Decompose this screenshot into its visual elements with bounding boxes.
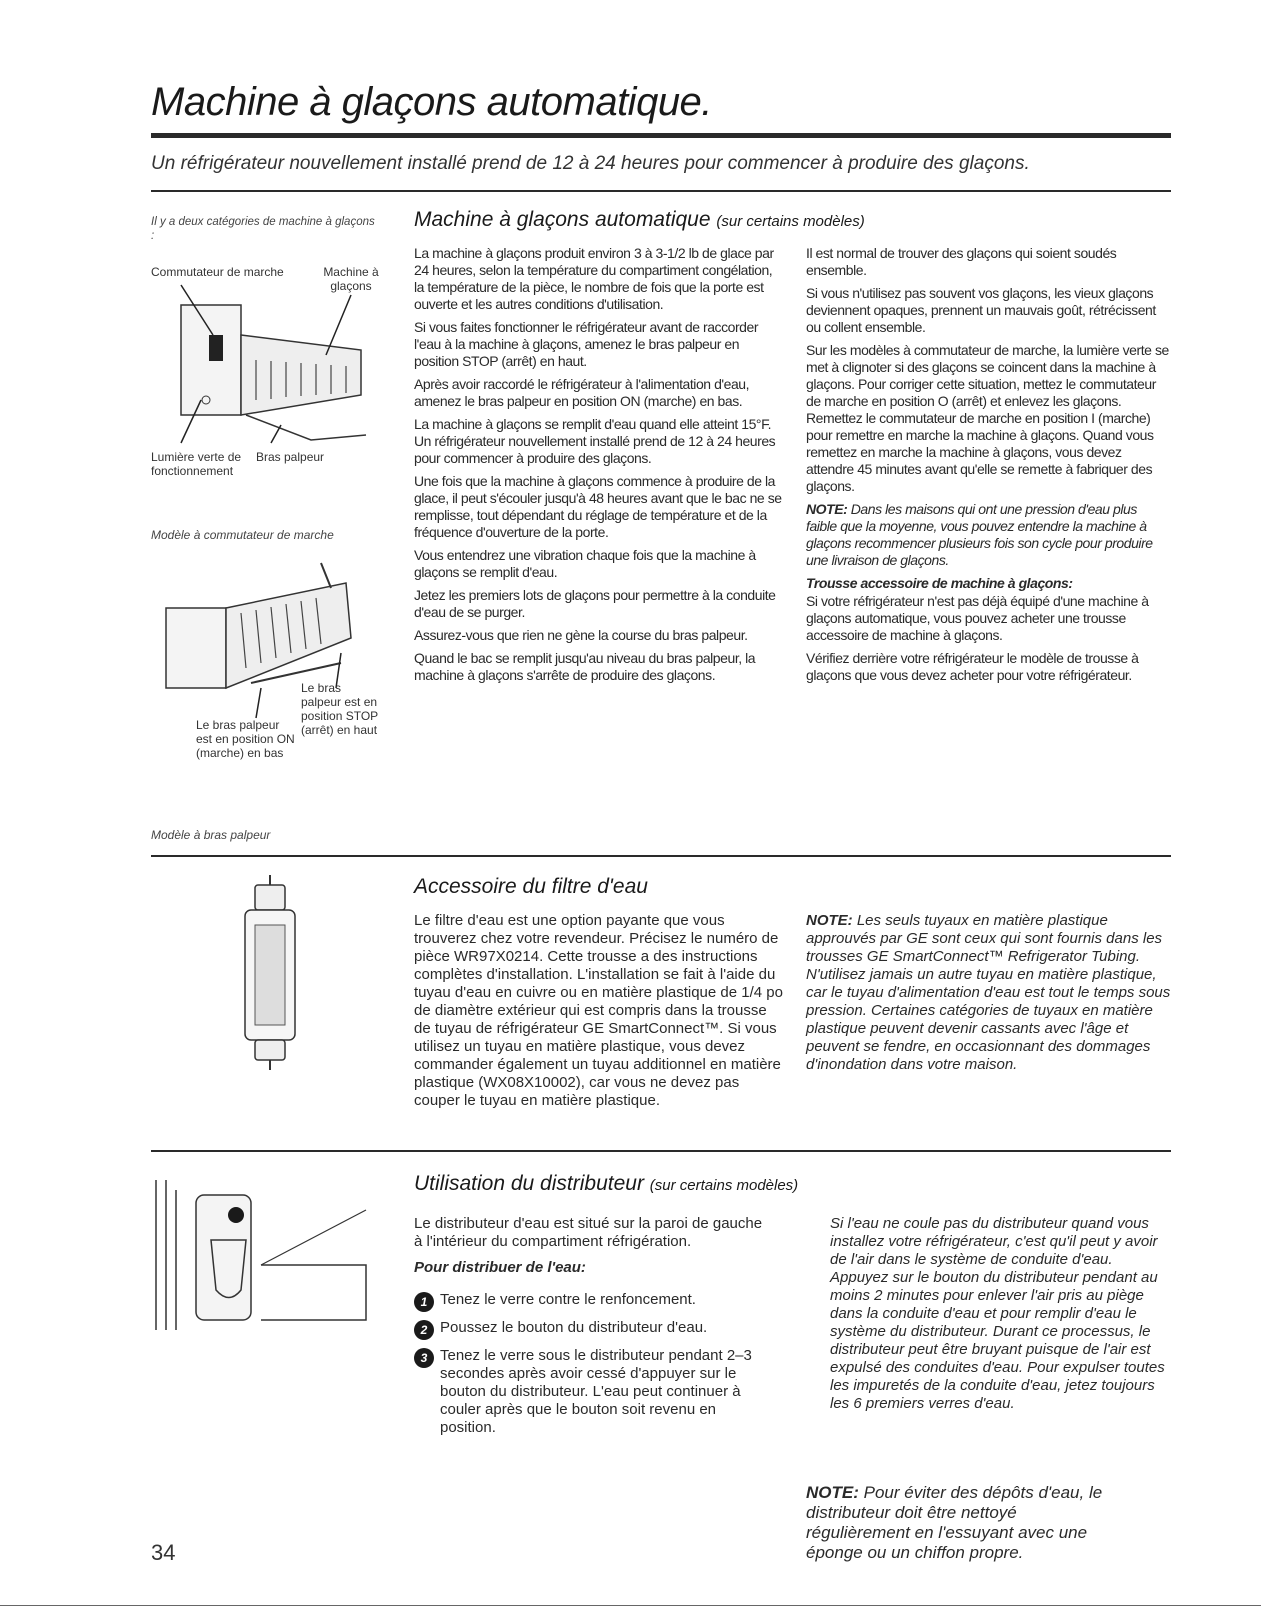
filter-body: Le filtre d'eau est une option payante que vous trouverez chez votre revendeur. Précisez le numéro de pièce WR97X0214. Cette trousse a des instructions complètes d'installation. L'installation se fait à l'aide du tuyau d'eau en cuivre ou en matière plastique de 1/4 po de diamètre extérieur qui est compris dans la trousse de tuyau de réfrigérateur GE SmartConnect™. Si vous utilisez un tuyau en matière plastique, vous devez commander également un tuyau additionnel en matière plastique (WX08X10002), car vous ne devez pas couper le tuyau en matière plastique. [414, 912, 783, 1109]
paragraph: Il est normal de trouver des glaçons qui soient soudés ensemble. [806, 245, 1117, 278]
dispenser-note [806, 1483, 1106, 1563]
note-text: Pour éviter des dépôts d'eau, le distributeur doit être nettoyé régulièrement en l'essuyant avec une éponge ou un chiffon propre. [806, 1483, 1103, 1562]
switch-model-caption: Modèle à commutateur de marche [151, 528, 334, 542]
step-number-icon: 3 [414, 1348, 434, 1368]
dispenser-intro: Le distributeur d'eau est situé sur la paroi de gauche à l'intérieur du compartiment réfrigération. [414, 1215, 763, 1250]
step-text: Tenez le verre contre le renfoncement. [440, 1291, 696, 1308]
note-text: Les seuls tuyaux en matière plastique approuvés par GE sont ceux qui sont fournis dans les trousses GE SmartConnect™ Refrigerator Tubing. N'utilisez jamais un autre tuyau en matière plastique, car le tuyau d'alimentation d'eau est tout le temps sous pression. Certaines catégories de tuyaux en matière plastique peuvent devenir cassants avec l'âge et peuvent se fendre, en occasionnant des dommages d'inondation dans votre maison. [806, 912, 1171, 1073]
paragraph: Si votre réfrigérateur n'est pas déjà équipé d'une machine à glaçons automatique, vous pouvez acheter une trousse accessoire de machine à glaçons. [806, 593, 1149, 643]
dispenser-illustration [151, 1180, 371, 1340]
icemaker-column-2 [806, 245, 1171, 690]
icemaker-column-1 [414, 245, 782, 690]
sidebar-intro: Il y a deux catégories de machine à glaçons : [151, 216, 375, 242]
paragraph: Quand le bac se remplit jusqu'au niveau du bras palpeur, la machine à glaçons s'arrête de produire des glaçons. [414, 650, 756, 683]
label-arm-stop: Le bras palpeur est en position STOP (arrêt) en haut [301, 681, 378, 737]
step-item [414, 1347, 774, 1437]
note-label: NOTE: [806, 1483, 859, 1502]
switch-model-figure [151, 265, 391, 515]
paragraph: Si vous faites fonctionner le réfrigérateur avant de raccorder l'eau à la machine à glaçons, amenez le bras palpeur en position STOP (arrêt) en haut. [414, 319, 759, 369]
dispenser-title-text: Utilisation du distributeur [414, 1172, 644, 1195]
step-item [414, 1291, 774, 1309]
paragraph: Après avoir raccordé le réfrigérateur à l'alimentation d'eau, amenez le bras palpeur en position ON (marche) en bas. [414, 376, 750, 409]
step-text: Tenez le verre sous le distributeur pendant 2–3 secondes après avoir cessé d'appuyer sur le bouton du distributeur. L'eau peut continuer à couler après que le bouton soit revenu en position. [440, 1347, 752, 1436]
section-divider [151, 190, 1171, 192]
section-divider [151, 855, 1171, 857]
label-feeler-arm: Bras palpeur [256, 450, 325, 464]
paragraph: Jetez les premiers lots de glaçons pour permettre à la conduite d'eau de se purger. [414, 587, 776, 620]
note-label: NOTE: [806, 912, 853, 929]
icemaker-title-text: Machine à glaçons automatique [414, 208, 711, 231]
paragraph: Vérifiez derrière votre réfrigérateur le modèle de trousse à glaçons que vous devez acheter pour votre réfrigérateur. [806, 650, 1139, 683]
section-divider [151, 1150, 1171, 1152]
dispenser-title-suffix: (sur certains modèles) [649, 1177, 799, 1194]
label-green-light: Lumière verte de fonctionnement [151, 450, 242, 478]
label-ice-machine: Machine à glaçons [323, 265, 379, 293]
dispenser-steps-title: Pour distribuer de l'eau: [414, 1259, 586, 1276]
dispenser-figure [151, 1180, 371, 1345]
icemaker-note [806, 501, 1171, 569]
icemaker-title-suffix: (sur certains modèles) [716, 213, 865, 230]
step-item [414, 1319, 774, 1337]
page-title: Machine à glaçons automatique. [151, 80, 712, 124]
step-number-icon: 2 [414, 1320, 434, 1340]
page-subtitle: Un réfrigérateur nouvellement installé prend de 12 à 24 heures pour commencer à produire des glaçons. [151, 153, 1030, 174]
page-number: 34 [151, 1540, 176, 1565]
arm-model-caption: Modèle à bras palpeur [151, 828, 271, 842]
title-rule [151, 133, 1171, 138]
filter-section-title: Accessoire du filtre d'eau [414, 875, 648, 898]
step-number-icon: 1 [414, 1292, 434, 1312]
paragraph: La machine à glaçons produit environ 3 à 3-1/2 lb de glace par 24 heures, selon la température du compartiment congélation, la température de la pièce, le nombre de fois que la porte est ouverte et les autres conditions d'utilisation. [414, 245, 774, 312]
icemaker-section-title [414, 208, 865, 232]
kit-title: Trousse accessoire de machine à glaçons: [806, 575, 1073, 591]
paragraph: Assurez-vous que rien ne gène la course du bras palpeur. [414, 627, 748, 643]
dispenser-side-text: Si l'eau ne coule pas du distributeur quand vous installez votre réfrigérateur, c'est qu'il peut y avoir de l'air dans le système de conduite d'eau. Appuyez sur le bouton du distributeur pendant au moins 2 minutes pour enlever l'air pris au piège dans la conduite d'eau et pour remplir d'eau le système du distributeur. Durant ce processus, le distributeur peut être bruyant puisque de l'air est expulsé des conduites d'eau. Pour expulser toutes les impuretés de la conduite d'eau, jetez toujours les 6 premiers verres d'eau. [830, 1215, 1165, 1412]
water-filter-figure [230, 885, 310, 1070]
dispenser-section-title [414, 1172, 798, 1196]
label-arm-on: Le bras palpeur est en position ON (marche) en bas [196, 718, 295, 760]
step-text: Poussez le bouton du distributeur d'eau. [440, 1319, 708, 1336]
paragraph: Une fois que la machine à glaçons commence à produire de la glace, il peut s'écouler jusqu'à 48 heures avant que le bac ne se remplisse, tout dépendant du réglage de température et de la fréquence d'ouverture de la porte. [414, 473, 782, 540]
dispenser-instructions [414, 1215, 774, 1447]
note-label: NOTE: [806, 501, 848, 517]
bottom-rule [0, 1605, 1261, 1606]
paragraph: Sur les modèles à commutateur de marche, la lumière verte se met à clignoter si des glaçons se coincent dans la machine à glaçons. Pour corriger cette situation, mettez le commutateur de marche en position O (arrêt) et enlevez les glaçons. Remettez le commutateur de marche en position I (marche) pour remettre en marche la machine à glaçons. Quand vous remettez en marche la machine à glaçons, vous devez attendre 45 minutes avant qu'elle se remette à fabriquer des glaçons. [806, 342, 1169, 494]
paragraph: Vous entendrez une vibration chaque fois que la machine à glaçons se remplit d'eau. [414, 547, 756, 580]
note-text: Dans les maisons qui ont une pression d'eau plus faible que la moyenne, vous pouvez entendre la machine à glaçons recommencer plusieurs fois son cycle pour produire une livraison de glaçons. [806, 501, 1153, 568]
label-switch: Commutateur de marche [151, 265, 284, 279]
paragraph: La machine à glaçons se remplit d'eau quand elle atteint 15°F. Un réfrigérateur nouvellement installé prend de 12 à 24 heures pour commencer à produire des glaçons. [414, 416, 776, 466]
arm-model-figure [151, 553, 391, 803]
filter-note [806, 912, 1171, 1074]
paragraph: Si vous n'utilisez pas souvent vos glaçons, les vieux glaçons deviennent opaques, prennent un mauvais goût, rétrécissent ou collent ensemble. [806, 285, 1156, 335]
water-filter-illustration [230, 885, 310, 1065]
